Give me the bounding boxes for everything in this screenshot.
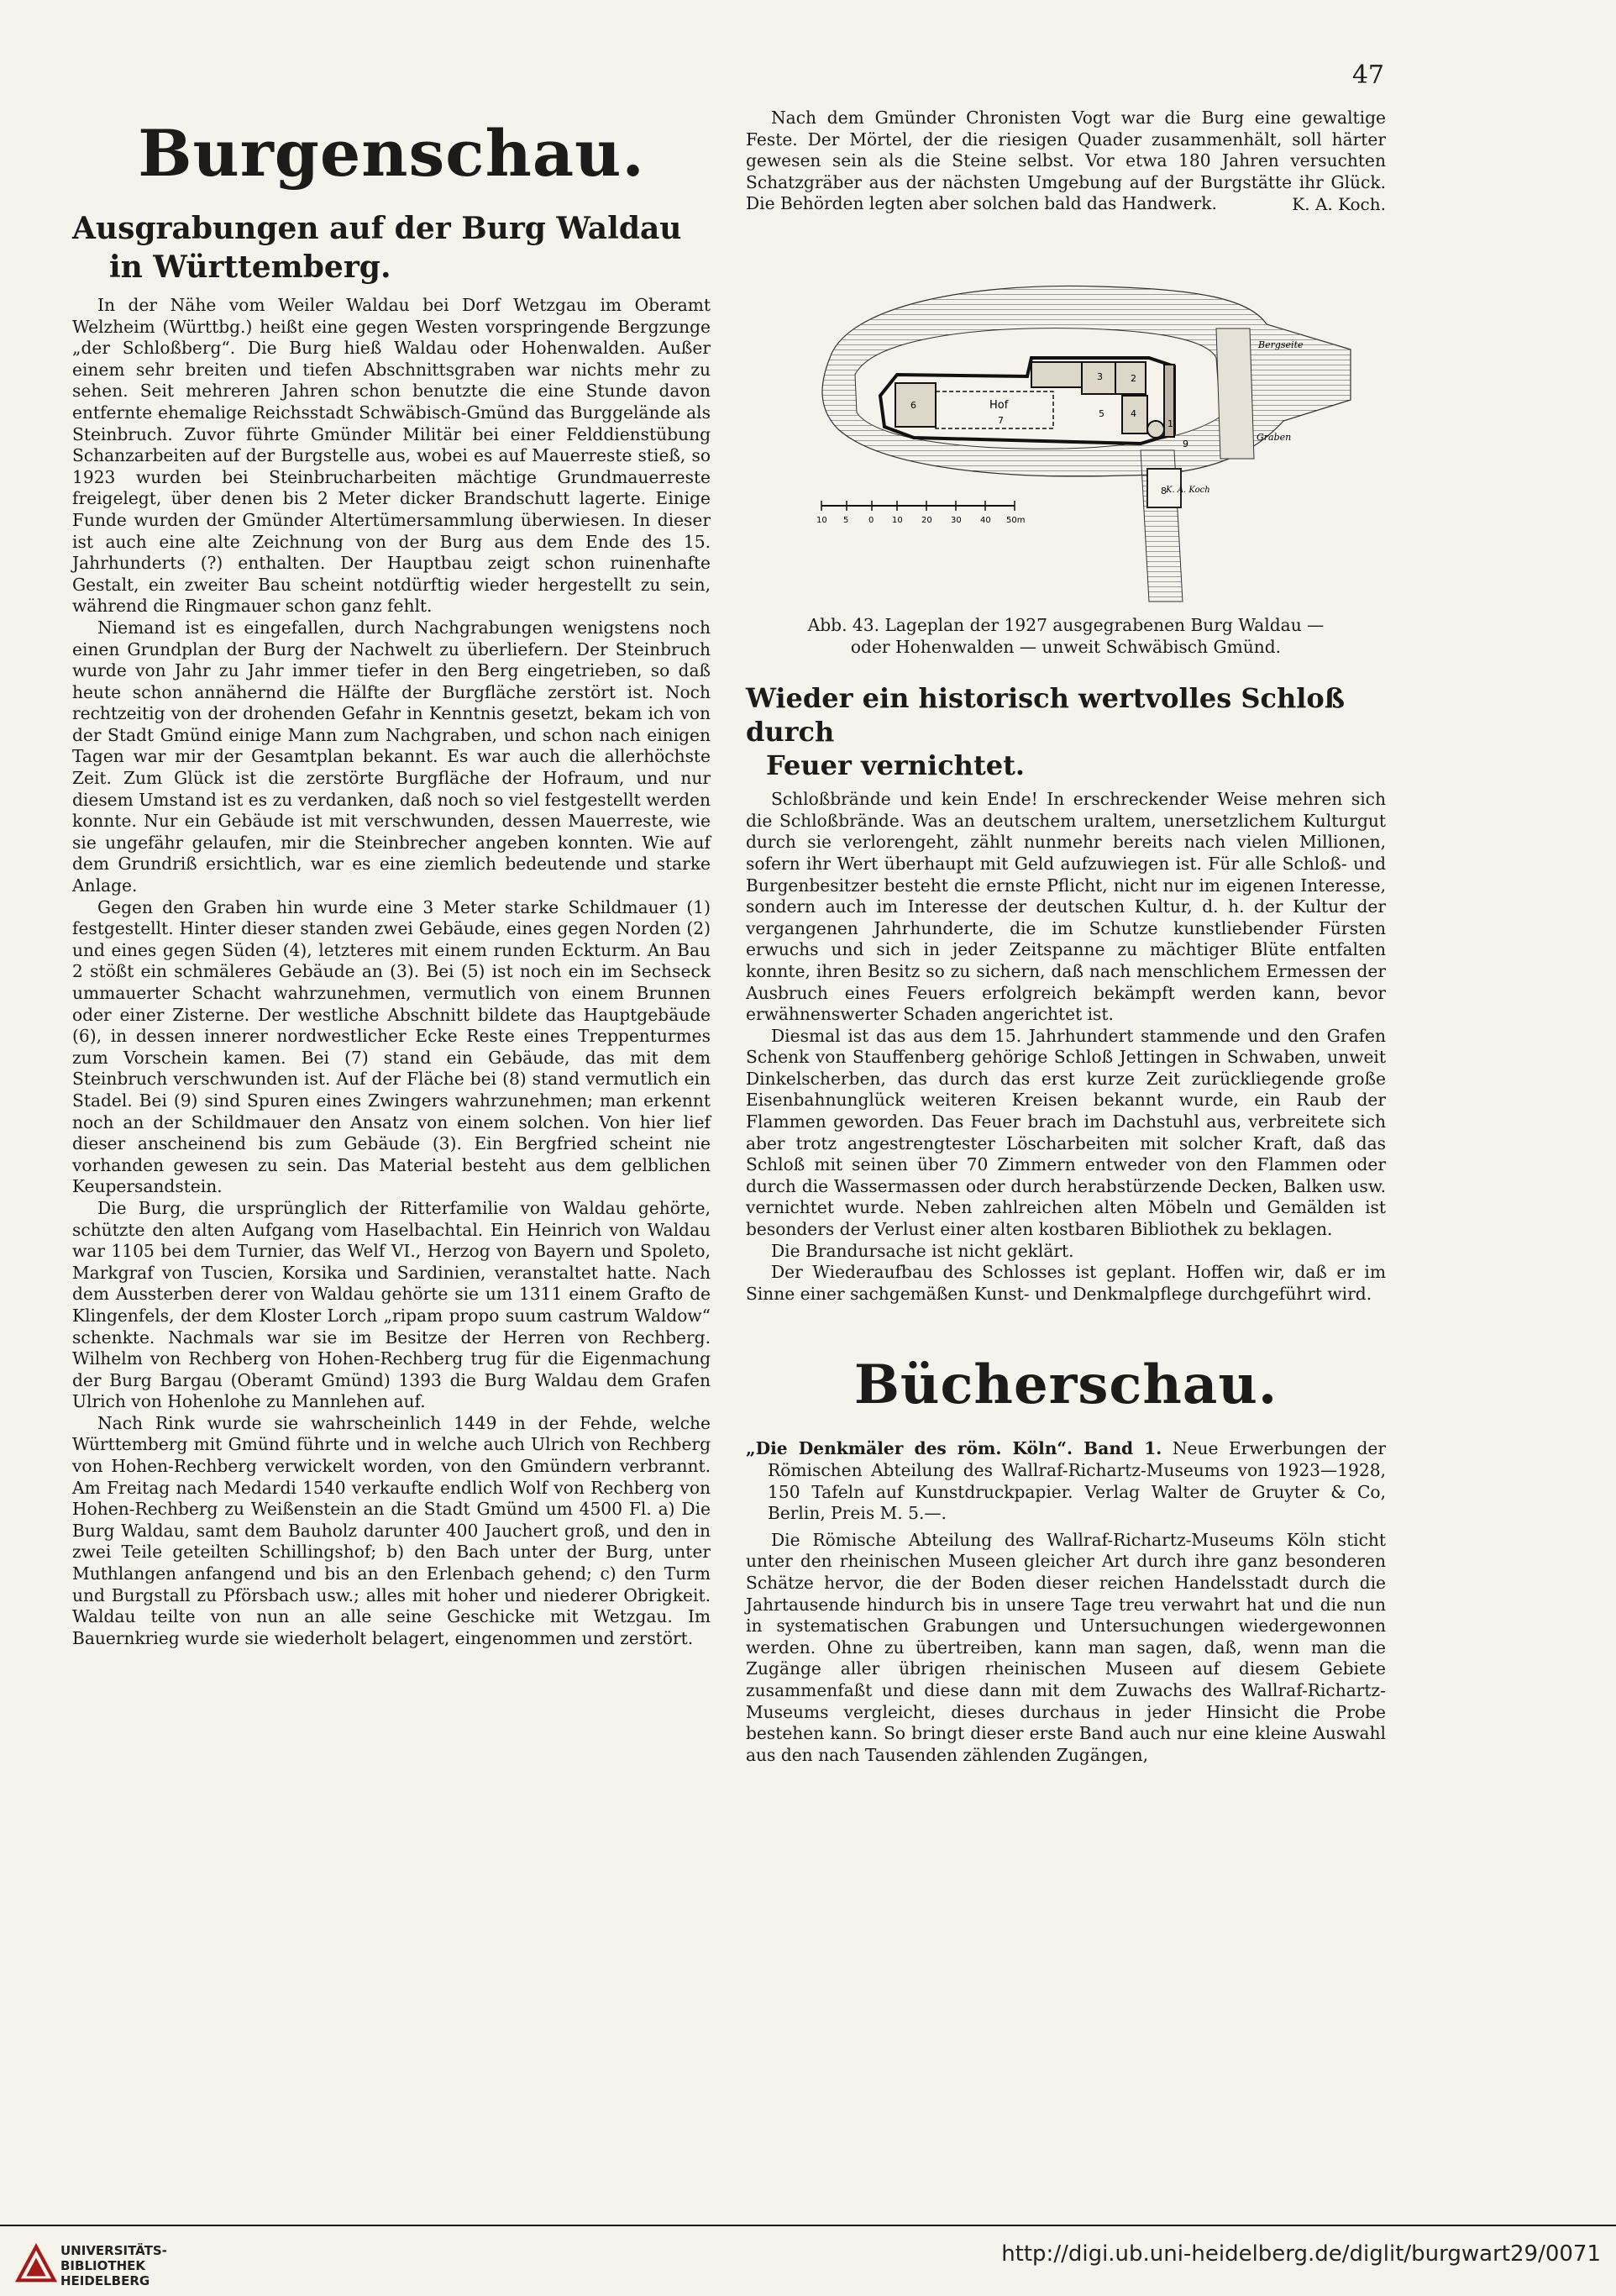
paragraph: Schloßbrände und kein Ende! In erschreckender Weise mehren sich die Schloßbrände. Was an deutschem uraltem, unersetzlichem Kulturgut durch sie verlorengeht, zählt nunmehr bereits nach vielen Millionen, sofern ihr Wert überhaupt mit Geld aufzuwiegen ist. Für alle Schloß- und Burgenbesitzer besteht die ernste Pflicht, nicht nur im eigenen Interesse, sondern auch im Interesse der deutschen Kultur, d. h. der Kultur der vergangenen Jahrhunderte, die im Schutze kunstliebender Fürsten erwuchs und sich in jeder Zeitspanne zu mächtiger Blüte entfalten konnte, ihren Besitz so zu sichern, daß nach menschlichem Ermessen der Ausbruch eines Feuers erfolgreich bekämpft werden kann, bevor erwähnenswerter Schaden angerichtet ist. bbox=[746, 789, 1386, 1025]
plan-number-2: 2 bbox=[1131, 372, 1136, 384]
caption-line1: Abb. 43. Lageplan der 1927 ausgegrabenen Burg Waldau — bbox=[807, 614, 1325, 635]
book-entry bbox=[746, 1438, 1386, 1524]
university-library-logo-icon bbox=[15, 2241, 57, 2288]
library-name-line2: BIBLIOTHEK bbox=[60, 2258, 145, 2273]
plan-number-9: 9 bbox=[1183, 438, 1188, 449]
paragraph: In der Nähe vom Weiler Waldau bei Dorf Wetzgau im Oberamt Welzheim (Württbg.) heißt eine gegen Westen vorspringende Bergzunge „der Schloßberg“. Die Burg hieß Waldau oder Hohenwalden. Außer einem sehr breiten und tiefen Abschnittsgraben war nichts mehr zu sehen. Seit mehreren Jahren schon benutzte die eine Stunde davon entfernte ehemalige Reichsstadt Schwäbisch-Gmünd das Burggelände als Steinbruch. Zuvor führte Gmünder Militär bei einer Felddienstübung Schanzarbeiten auf der Burgstelle aus, wobei es auf Mauerreste stieß, so 1923 wurden bei Steinbrucharbeiten mächtige Grundmauerreste freigelegt, über denen bis 2 Meter dicker Brandschutt lagerte. Einige Funde wurden der Gmünder Altertümersammlung überwiesen. In dieser ist auch eine alte Zeichnung von der Burg aus dem Ende des 15. Jahrhunderts (?) enthalten. Der Hauptbau zeigt schon ruinenhafte Gestalt, ein zweiter Bau scheint notdürftig wieder hergestellt zu sein, während die Ringmauer schon ganz fehlt. bbox=[72, 295, 711, 617]
article-title-schlossbrand bbox=[746, 681, 1386, 782]
section-title-burgenschau: Burgenschau. bbox=[138, 116, 645, 191]
article-title-line1: Ausgrabungen auf der Burg Waldau bbox=[72, 211, 682, 246]
article2-title-line1: Wieder ein historisch wertvolles Schloß durch bbox=[746, 682, 1346, 749]
scale-label: 10 bbox=[892, 515, 903, 525]
library-name-line1: UNIVERSITÄTS- bbox=[60, 2243, 167, 2258]
article2-title-line2: Feuer vernichtet. bbox=[766, 749, 1025, 782]
scale-bar bbox=[816, 501, 1025, 525]
plan-number-7: 7 bbox=[998, 414, 1004, 426]
paragraph: Nach Rink wurde sie wahrscheinlich 1449 in der Fehde, welche Württemberg mit Gmünd führte und in welche auch Ulrich von Rechberg von Hohen-Rechberg verwickelt worden, von den Gmündern verbrannt. Am Freitag nach Medardi 1540 verkaufte endlich Wolf von Rechberg von Hohen-Rechberg zu Weißenstein an die Stadt Gmünd um 4500 Fl. a) Die Burg Waldau, samt dem Bauholz darunter 400 Jauchert groß, und den in zwei Teile geteilten Schillingshof; b) den Bach unter der Burg, unter Muthlangen anfangend und bis an den Erlenbach gehend; c) den Turm und Burgstall zu Pförsbach usw.; alles mit hoher und niederer Obrigkeit. Waldau teilte von nun an alle seine Geschicke mit Wetzgau. Im Bauernkrieg wurde sie wiederholt belagert, eingenommen und zerstört. bbox=[72, 1412, 711, 1648]
signature: K. A. Koch. bbox=[1292, 193, 1386, 214]
paragraph: Nach dem Gmünder Chronisten Vogt war die Burg eine gewaltige Feste. Der Mörtel, der die riesigen Quader zusammenhält, soll härter gewesen sein als die Steine selbst. Vor etwa 180 Jahren versuchten Schatzgräber aus der nächsten Umgebung auf der Burgstätte ihr Glück. Die Behörden legten aber solchen bald das Handwerk. bbox=[746, 108, 1386, 214]
page-number: 47 bbox=[1351, 60, 1384, 90]
graben-label: Graben bbox=[1257, 431, 1292, 443]
scale-label: 20 bbox=[921, 515, 932, 525]
plan-number-3: 3 bbox=[1097, 370, 1103, 382]
paragraph: Die Brandursache ist nicht geklärt. bbox=[771, 1240, 1074, 1261]
plan-number-6: 6 bbox=[910, 399, 916, 411]
library-name-line3: HEIDELBERG bbox=[60, 2273, 150, 2288]
plan-author-label: K. A. Koch bbox=[1166, 485, 1210, 495]
scale-label: 30 bbox=[951, 515, 962, 525]
hof-label: Hof bbox=[989, 398, 1009, 412]
paragraph: Die Römische Abteilung des Wallraf-Richartz-Museums Köln sticht unter den rheinischen Museen gleicher Art durch ihre ganz besonderen Schätze hervor, die der Boden dieser reichen Handelsstadt durch die Jahrtausende hindurch bis in unsere Tage treu verwahrt hat und die nun in systematischen Grabungen und Untersuchungen wiedergewonnen werden. Ohne zu übertreiben, kann man sagen, daß, wenn man die Zugänge aller übrigen rheinischen Museen auf diesem Gebiete zusammenfaßt und diese dann mit dem Zuwachs des Wallraf-Richartz-Museums vergleicht, dieses durchaus in jeder Hinsicht die Probe bestehen kann. So bringt dieser erste Band auch nur eine kleine Auswahl aus den nach Tausenden zählenden Zugängen, bbox=[746, 1529, 1386, 1765]
bergseite-label: Bergseite bbox=[1258, 339, 1304, 350]
figure-caption bbox=[746, 615, 1386, 658]
paragraph: Niemand ist es eingefallen, durch Nachgrabungen wenigstens noch einen Grundplan der Burg der Nachwelt zu überliefern. Der Steinbruch wurde von Jahr zu Jahr immer tiefer in den Berg eingetrieben, so daß heute schon annähernd die Hälfte der Burgfläche zerstört ist. Noch rechtzeitig von der drohenden Gefahr in Kenntnis gesetzt, bekam ich von der Stadt Gmünd einige Mann zum Nachgraben, und schon nach einigen Tagen war mir der Gesamtplan bekannt. Es war auch die allerhöchste Zeit. Zum Glück ist die zerstörte Burgfläche der Hofraum, und nur diesem Umstand ist es zu verdanken, daß noch so viel festgestellt werden konnte. Nur ein Gebäude ist mit verschwunden, dessen Mauerreste, wie sie ungefähr gelaufen, mir die Steinbrecher angeben konnten. Wie auf dem Grundriß ersichtlich, war es eine ziemlich bedeutende und starke Anlage. bbox=[72, 617, 711, 896]
book-details: Neue Erwerbungen der Römischen Abteilung des Wallraf-Richartz-Museums von 1923—1928, 150 Tafeln auf Kunstdruckpapier. Verlag Walter de Gruyter & Co, Berlin, Preis M. 5.—. bbox=[768, 1438, 1386, 1524]
article-title-line2: in Württemberg. bbox=[109, 250, 391, 285]
section-title-buecherschau: Bücherschau. bbox=[853, 1353, 1278, 1417]
paragraph: Gegen den Graben hin wurde eine 3 Meter starke Schildmauer (1) festgestellt. Hinter dieser standen zwei Gebäude, eines gegen Norden (2) und eines gegen Süden (4), letzteres mit einem runden Eckturm. An Bau 2 stößt ein schmäleres Gebäude an (3). Bei (5) ist noch ein im Sechseck ummauerter Schacht wahrzunehmen, vermutlich von einem Brunnen oder einer Zisterne. Der westliche Abschnitt bildete das Hauptgebäude (6), in dessen innerer nordwestlicher Ecke Reste eines Treppenturmes zum Vorschein kamen. Bei (7) stand ein Gebäude, das mit dem Steinbruch verschwunden ist. Auf der Fläche bei (8) stand vermutlich ein Stadel. Bei (9) sind Spuren eines Zwingers wahrzunehmen; man erkennt noch an der Schildmauer den Ansatz von einem solchen. Von hier lief dieser anscheinend bis zum Gebäude (3). Ein Bergfried scheint nie vorhanden gewesen zu sein. Das Material besteht aus dem gelblichen Keupersandstein. bbox=[72, 896, 711, 1197]
plan-number-5: 5 bbox=[1099, 407, 1104, 419]
paragraph: Diesmal ist das aus dem 15. Jahrhundert stammende und den Grafen Schenk von Stauffenberg gehörige Schloß Jettingen in Schwaben, unweit Dinkelscherben, das durch das erst kurze Zeit zurückliegende große Eisenbahnunglück weiteren Kreisen bekannt wurde, ein Raub der Flammen geworden. Das Feuer brach im Dachstuhl aus, verbreitete sich aber trotz angestrengtester Löscharbeiten mit solcher Kraft, daß das Schloß mit seinen über 70 Zimmern entweder von den Flammen oder durch die Wassermassen oder durch herabstürzende Decken, Balken usw. vernichtet wurde. Neben zahlreichen alten Möbeln und Gemälden ist besonders der Verlust einer alten kostbaren Bibliothek zu beklagen. bbox=[746, 1025, 1386, 1240]
scale-label: 50m bbox=[1006, 515, 1026, 525]
book-title: „Die Denkmäler des röm. Köln“. Band 1. bbox=[746, 1438, 1162, 1459]
paragraph: Die Burg, die ursprünglich der Ritterfamilie von Waldau gehörte, schützte den alten Aufgang vom Haselbachtal. Ein Heinrich von Waldau war 1105 bei dem Turnier, das Welf VI., Herzog von Bayern und Spoleto, Markgraf von Tuscien, Korsika und Sardinien, veranstaltet hatte. Nach dem Aussterben derer von Waldau gehörte sie um 1311 einem Grafto de Klingenfels, der dem Kloster Lorch „ripam propo suum castrum Waldow“ schenkte. Nachmals war sie im Besitze der Herren von Rechberg. Wilhelm von Rechberg von Hohen-Rechberg trug für die Eigenmachung der Burg Bargau (Oberamt Gmünd) 1393 die Burg Waldau dem Grafen Ulrich von Hohenlohe zu Mannlehen auf. bbox=[72, 1197, 711, 1412]
source-url[interactable]: http://digi.ub.uni-heidelberg.de/diglit/burgwart29/0071 bbox=[1001, 2241, 1601, 2267]
left-column bbox=[72, 101, 711, 1649]
site-plan-drawing bbox=[746, 249, 1386, 610]
footer-divider bbox=[0, 2225, 1616, 2226]
caption-line2: oder Hohenwalden — unweit Schwäbisch Gmünd. bbox=[850, 636, 1282, 657]
article-title-waldau bbox=[72, 209, 711, 286]
scale-label: 40 bbox=[980, 515, 991, 525]
paragraph: Der Wiederaufbau des Schlosses ist geplant. Hoffen wir, daß er im Sinne einer sachgemäßen Kunst- und Denkmalpflege durchgeführt wird. bbox=[746, 1262, 1386, 1304]
scale-label: 0 bbox=[868, 515, 874, 525]
library-name bbox=[60, 2243, 167, 2288]
plan-number-1: 1 bbox=[1167, 418, 1173, 429]
scale-label: 10 bbox=[816, 515, 827, 525]
site-plan-figure bbox=[746, 249, 1386, 610]
plan-number-8: 8 bbox=[1161, 485, 1167, 497]
scale-label: 5 bbox=[843, 515, 849, 525]
plan-number-4: 4 bbox=[1131, 407, 1136, 419]
right-column bbox=[746, 108, 1386, 1766]
